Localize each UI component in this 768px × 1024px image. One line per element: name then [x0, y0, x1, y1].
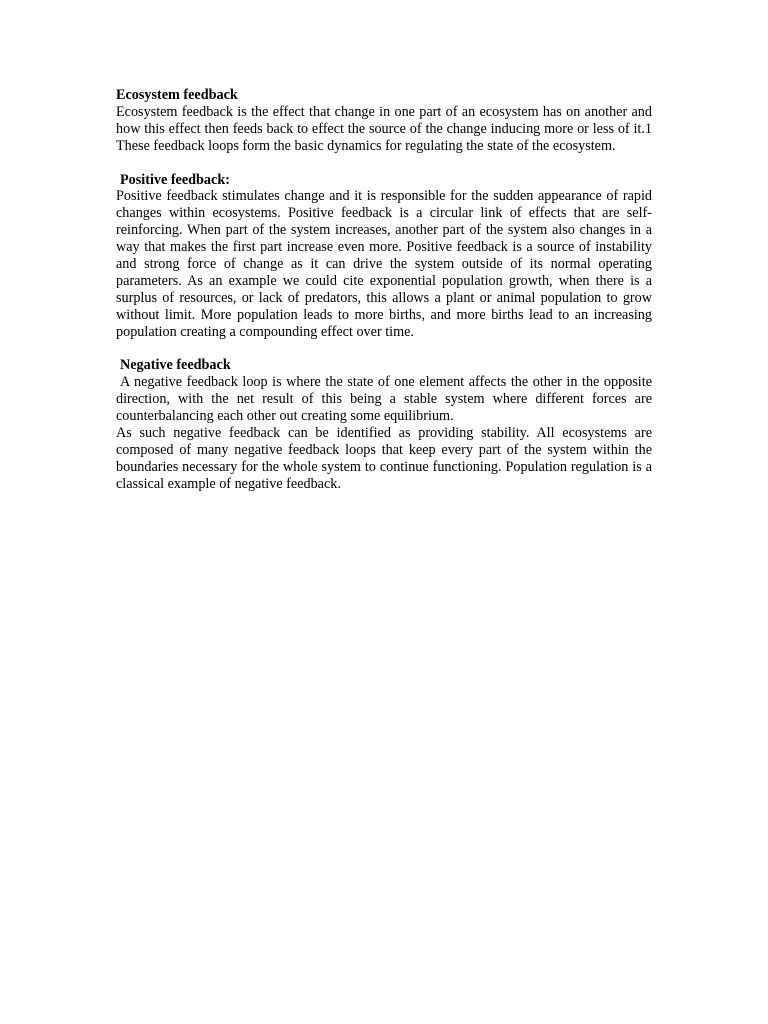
section-positive-feedback — [116, 172, 652, 341]
blank-line — [116, 155, 652, 172]
section-paragraph: Ecosystem feedback is the effect that change in one part of an ecosystem has on another and how this effect then feeds back to effect the source of the change inducing more or less of it.1 These feedback loops form the basic dynamics for regulating the state of the ecosystem. — [116, 103, 652, 154]
blank-line — [116, 341, 652, 358]
section-paragraph: Positive feedback stimulates change and it is responsible for the sudden appearance of rapid changes within ecosystems. Positive feedback is a circular link of effects that are self-reinforcing. When part of the system increases, another part of the system also changes in a way that makes the first part increase even more. Positive feedback is a source of instability and strong force of change as it can drive the system outside of its normal operating parameters. As an example we could cite exponential population growth, when there is a surplus of resources, or lack of predators, this allows a plant or animal population to grow without limit. More population leads to more births, and more births lead to an increasing population creating a compounding effect over time. — [116, 188, 652, 340]
section-heading: Positive feedback: — [120, 171, 230, 188]
section-heading: Ecosystem feedback — [116, 87, 238, 103]
section-ecosystem-feedback — [116, 87, 652, 155]
section-negative-feedback — [116, 357, 652, 492]
document-page — [116, 87, 652, 493]
section-paragraph: As such negative feedback can be identified as providing stability. All ecosystems are composed of many negative feedback loops that keep every part of the system within the boundaries necessary for the whole system to continue functioning. Population regulation is a classical example of negative feedback. — [116, 425, 652, 492]
section-paragraph: A negative feedback loop is where the state of one element affects the other in the opposite direction, with the net result of this being a stable system where different forces are counterbalancing each other out creating some equilibrium. — [116, 374, 652, 425]
section-heading: Negative feedback — [120, 357, 231, 374]
